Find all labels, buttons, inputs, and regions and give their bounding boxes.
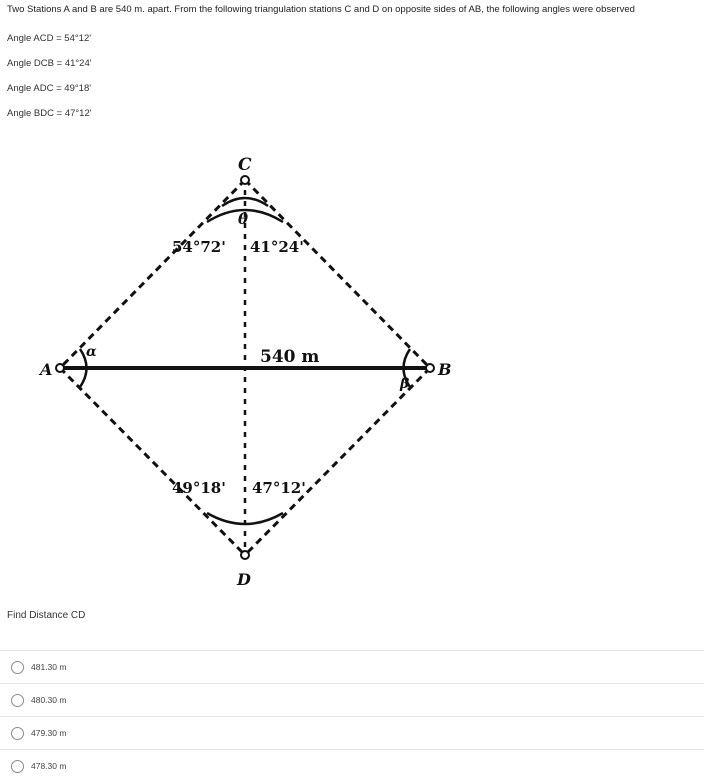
- label-alpha: α: [86, 344, 97, 360]
- station-c-marker: [241, 176, 249, 184]
- option-4[interactable]: [0, 749, 704, 782]
- line-cb: [245, 180, 430, 368]
- label-d: D: [237, 570, 251, 589]
- radio-button[interactable]: [11, 661, 24, 674]
- question-prompt: Find Distance CD: [7, 610, 86, 621]
- radio-button[interactable]: [11, 694, 24, 707]
- label-bottom-right-angle: 47°12': [252, 479, 306, 497]
- angle-bdc: Angle BDC = 47°12': [7, 108, 92, 119]
- angle-adc: Angle ADC = 49°18': [7, 83, 92, 94]
- label-c: C: [238, 155, 252, 175]
- station-a-marker: [56, 364, 64, 372]
- option-label: 478.30 m: [31, 761, 67, 771]
- label-beta: β: [400, 376, 410, 392]
- line-bd: [245, 368, 430, 555]
- answer-options: [0, 650, 704, 782]
- angle-acd: Angle ACD = 54°12': [7, 33, 92, 44]
- angle-dcb: Angle DCB = 41°24': [7, 58, 92, 69]
- option-3[interactable]: [0, 716, 704, 749]
- line-ad: [60, 368, 245, 555]
- station-d-marker: [241, 551, 249, 559]
- label-b: B: [438, 360, 452, 379]
- question-text: Two Stations A and B are 540 m. apart. From the following triangulation stations C and D on opposite sides of AB, the following angles were observed: [7, 4, 635, 15]
- label-theta: θ: [238, 210, 249, 228]
- label-top-right-angle: 41°24': [250, 238, 304, 256]
- label-baseline-length: 540 m: [260, 347, 320, 367]
- radio-button[interactable]: [11, 727, 24, 740]
- option-label: 479.30 m: [31, 728, 67, 738]
- label-top-left-angles: 54°72': [172, 238, 226, 256]
- triangulation-figure: [0, 150, 704, 595]
- radio-button[interactable]: [11, 760, 24, 773]
- option-2[interactable]: [0, 683, 704, 716]
- line-ca: [60, 180, 245, 368]
- option-label: 481.30 m: [31, 662, 67, 672]
- label-bottom-left-angle: 49°18': [172, 479, 226, 497]
- label-a: A: [40, 360, 53, 379]
- station-b-marker: [426, 364, 434, 372]
- option-1[interactable]: [0, 650, 704, 683]
- option-label: 480.30 m: [31, 695, 67, 705]
